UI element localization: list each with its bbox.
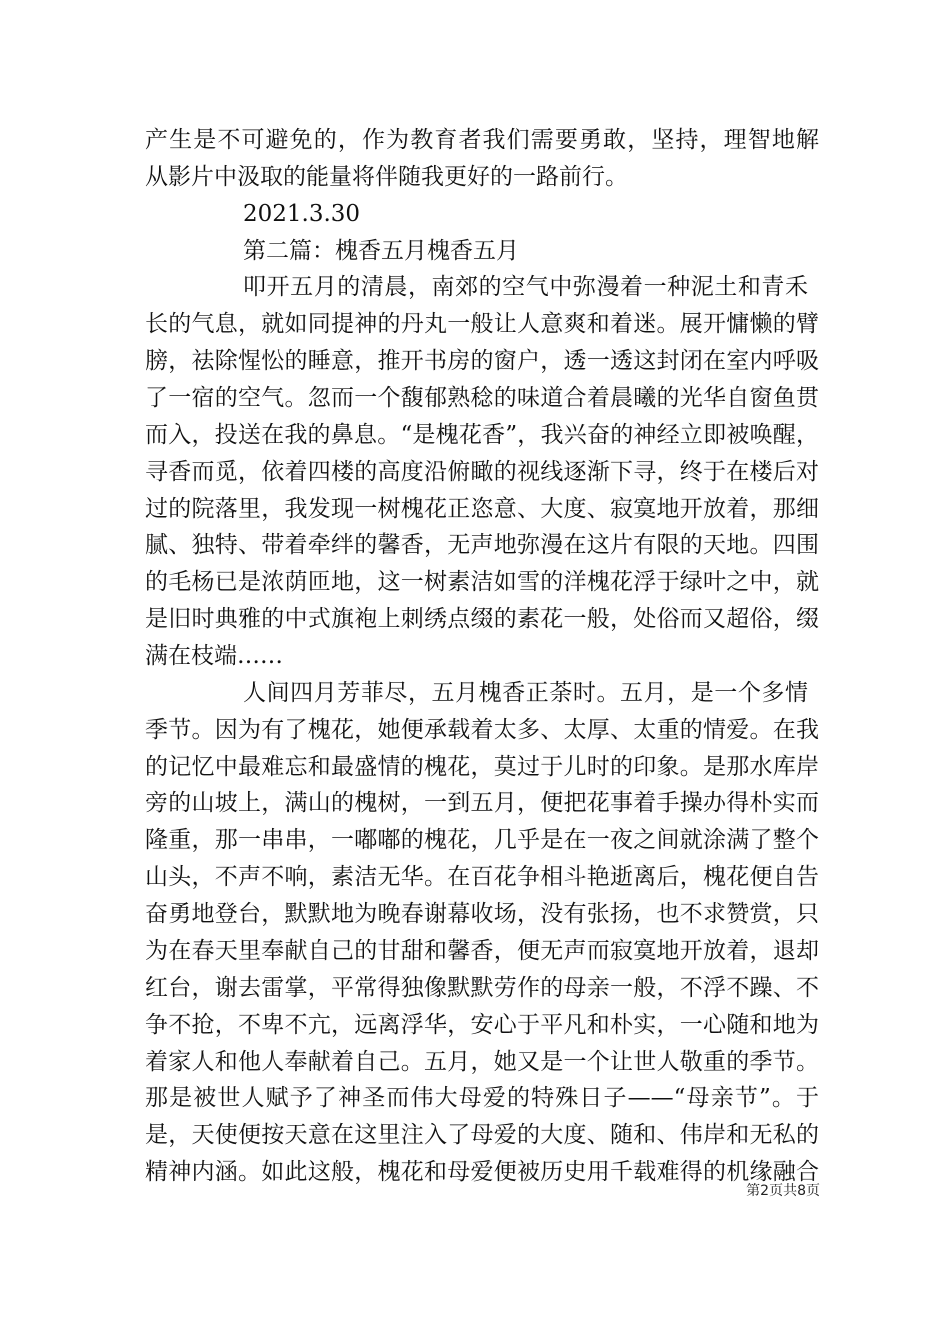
text-line: 是旧时典雅的中式旗袍上刺绣点缀的素花一般，处俗而又超俗，缀 (145, 606, 819, 633)
text-line: 着家人和他人奉献着自己。五月，她又是一个让世人敬重的季节。 (145, 1048, 819, 1075)
section-title: 第二篇：槐香五月槐香五月 (243, 237, 519, 264)
text-line: 腻、独特、带着牵绊的馨香，无声地弥漫在这片有限的天地。四围 (145, 532, 819, 559)
text-line: 山头，不声不响，素洁无华。在百花争相斗艳逝离后，槐花便自告 (145, 864, 819, 891)
text-line: 隆重，那一串串，一嘟嘟的槐花，几乎是在一夜之间就涂满了整个 (145, 827, 819, 854)
text-line: 季节。因为有了槐花，她便承载着太多、太厚、太重的情爱。在我 (145, 716, 819, 743)
text-line: 的记忆中最难忘和最盛情的槐花，莫过于儿时的印象。是那水库岸 (145, 753, 819, 780)
text-line: 了一宿的空气。忽而一个馥郁熟稔的味道合着晨曦的光华自窗鱼贯 (145, 385, 819, 412)
text-line: 长的气息，就如同提神的丹丸一般让人意爽和着迷。展开慵懒的臂 (145, 311, 819, 338)
text-line: 满在枝端…… (145, 643, 283, 670)
text-line: 过的院落里，我发现一树槐花正恣意、大度、寂寞地开放着，那细 (145, 495, 819, 522)
text-line: 寻香而觅，依着四楼的高度沿俯瞰的视线逐渐下寻，终于在楼后对 (145, 458, 819, 485)
text-line: 那是被世人赋予了神圣而伟大母爱的特殊日子——“母亲节”。于 (145, 1085, 819, 1112)
date-line: 2021.3.30 (243, 200, 361, 227)
text-line: 的毛杨已是浓荫匝地，这一树素洁如雪的洋槐花浮于绿叶之中，就 (145, 569, 819, 596)
text-line: 产生是不可避免的，作为教育者我们需要勇敢，坚持，理智地解 (145, 127, 819, 153)
text-line: 旁的山坡上，满山的槐树，一到五月，便把花事着手操办得朴实而 (145, 790, 819, 817)
text-line: 而入，投送在我的鼻息。“是槐花香”，我兴奋的神经立即被唤醒， (145, 421, 819, 448)
text-line: 叩开五月的清晨，南郊的空气中弥漫着一种泥土和青禾 (243, 274, 808, 301)
text-line: 红台，谢去雷掌，平常得独像默默劳作的母亲一般，不浮不躁、不 (145, 974, 819, 1001)
text-line: 奋勇地登台，默默地为晚春谢幕收场，没有张扬，也不求赞赏，只 (145, 901, 819, 928)
text-line: 是，天使便按天意在这里注入了母爱的大度、随和、伟岸和无私的 (145, 1122, 819, 1149)
text-line: 为在春天里奉献自己的甘甜和馨香，便无声而寂寞地开放着，退却 (145, 937, 819, 964)
text-line: 人间四月芳菲尽，五月槐香正荼时。五月，是一个多情 (243, 679, 808, 706)
text-line: 争不抢，不卑不亢，远离浮华，安心于平凡和朴实，一心随和地为 (145, 1011, 819, 1038)
text-line: 精神内涵。如此这般，槐花和母爱便被历史用千载难得的机缘融合 (145, 1159, 819, 1186)
text-line: 膀，祛除惺忪的睡意，推开书房的窗户，透一透这封闭在室内呼吸 (145, 348, 819, 375)
page-number: 第2页共8页 (746, 1183, 820, 1199)
text-line: 从影片中汲取的能量将伴随我更好的一路前行。 (145, 163, 628, 190)
